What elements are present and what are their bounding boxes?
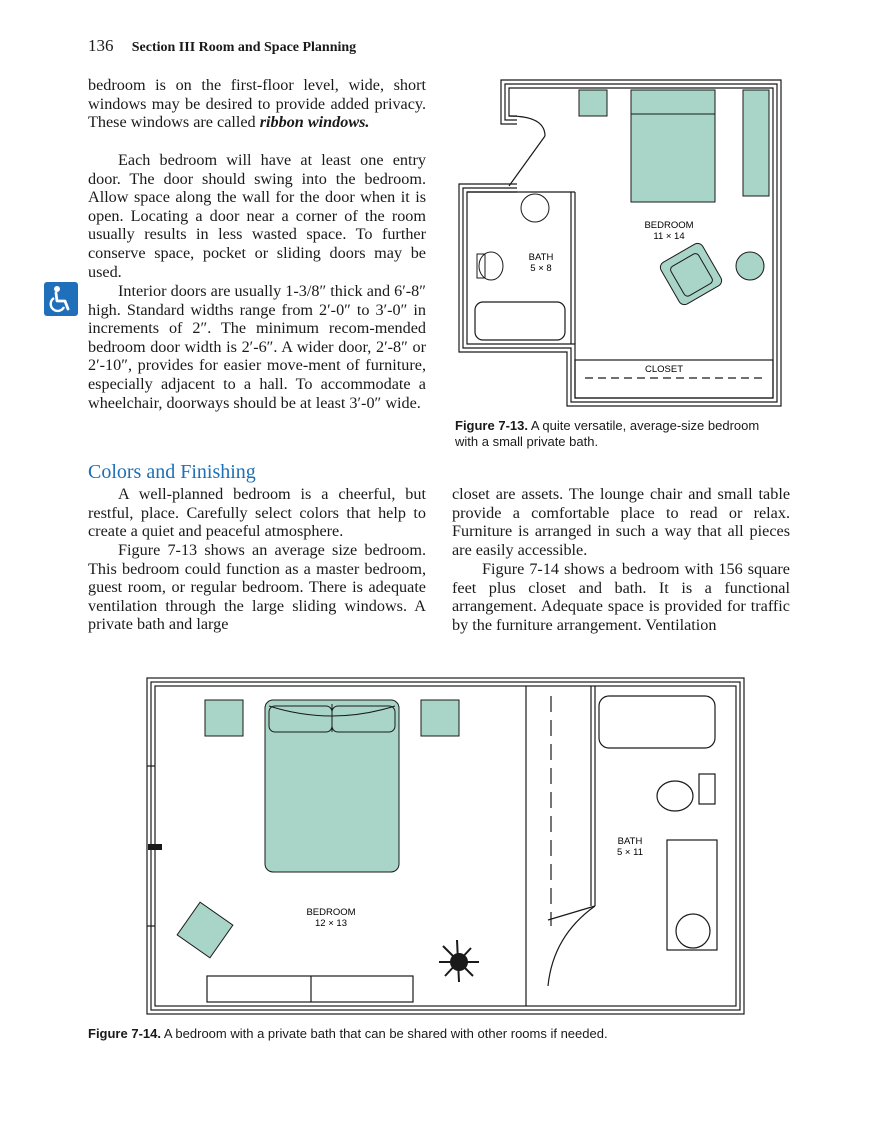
figure-7-14-floor-plan: [143, 676, 748, 1018]
caption-text: A quite versatile, average-size bedroom with a small private bath.: [455, 418, 760, 449]
figure-7-13-floor-plan: [455, 76, 785, 412]
figure-7-14-caption: [88, 1026, 788, 1042]
bedroom-label: BEDROOM: [644, 220, 694, 231]
small-table: [736, 252, 764, 280]
caption-number: Figure 7-13.: [455, 418, 528, 433]
caption-number: Figure 7-14.: [88, 1026, 161, 1041]
bedroom-label: BEDROOM: [306, 907, 356, 918]
page-number: 136: [88, 36, 114, 55]
wheelchair-icon: [44, 282, 78, 316]
dresser: [743, 90, 769, 196]
paragraph-colors: A well-planned bedroom is a cheerful, but restful, place. Carefully select colors that help to create a quiet and peaceful atmosphere.: [88, 485, 426, 541]
paragraph-closet-assets: closet are assets. The lounge chair and small table provide a comfortable place to read or relax. Furniture is arranged in such a way that all pieces are easily accessible.: [452, 485, 790, 559]
paragraph-figure-7-13: Figure 7-13 shows an average size bedroom. This bedroom could function as a master bedroom, guest room, or regular bedroom. There is adequate ventilation through the large sliding windows. A private bath and large: [88, 541, 426, 634]
bath-size: 5 × 11: [617, 847, 643, 858]
bath-label: BATH: [617, 836, 643, 847]
plant-icon: [439, 940, 479, 982]
section-title: Section III Room and Space Planning: [131, 40, 357, 55]
term-ribbon-windows: ribbon windows.: [259, 113, 370, 132]
nightstand-right: [421, 700, 459, 736]
paragraph-text: bedroom is on the first-floor level, wide, short windows may be desired to provide added privacy. These windows are called: [88, 76, 426, 132]
section-heading: Colors and Finishing: [88, 461, 256, 483]
nightstand-left: [205, 700, 243, 736]
paragraph-entry-door: Each bedroom will have at least one entry door. The door should swing into the bedroom. Allow space along the wall for the door when it is open. Locating a door near a corner of the room usually results in less wasted space. To further conserve space, pocket or sliding doors may be used.: [88, 151, 426, 281]
closet-label: CLOSET: [644, 364, 684, 375]
bedroom-size: 11 × 14: [653, 231, 685, 242]
bedroom-size: 12 × 13: [315, 918, 347, 929]
bath-label: BATH: [528, 252, 554, 263]
lounge-chair: [658, 241, 724, 307]
paragraph-interior-doors: Interior doors are usually 1-3/8″ thick and 6′-8″ high. Standard widths range from 2′-0″ to 3′-0″ in increments of 2″. The minimum recom-mended bedroom door width is 2′-6″. A wider door, 2′-8″ or 2′-10″, provides for easier move-ment of furniture, especially adjacent to a hall. To accommodate a wheelchair, doorways should be at least 3′-0″ wide.: [88, 282, 426, 412]
paragraph-ribbon-windows: [88, 76, 426, 132]
bedroom-furniture: [579, 90, 769, 307]
bath-size: 5 × 8: [530, 263, 552, 274]
caption-text: A bedroom with a private bath that can be shared with other rooms if needed.: [160, 1026, 608, 1041]
nightstand: [579, 90, 607, 116]
figure-7-13-caption: [455, 418, 775, 450]
armchair: [177, 902, 233, 958]
page-header: [88, 36, 356, 56]
bed: [631, 90, 715, 202]
paragraph-figure-7-14: Figure 7-14 shows a bedroom with 156 square feet plus closet and bath. It is a functional arrangement. Adequate space is provided for traffic by the furniture arrangement. Ventilation: [452, 560, 790, 634]
